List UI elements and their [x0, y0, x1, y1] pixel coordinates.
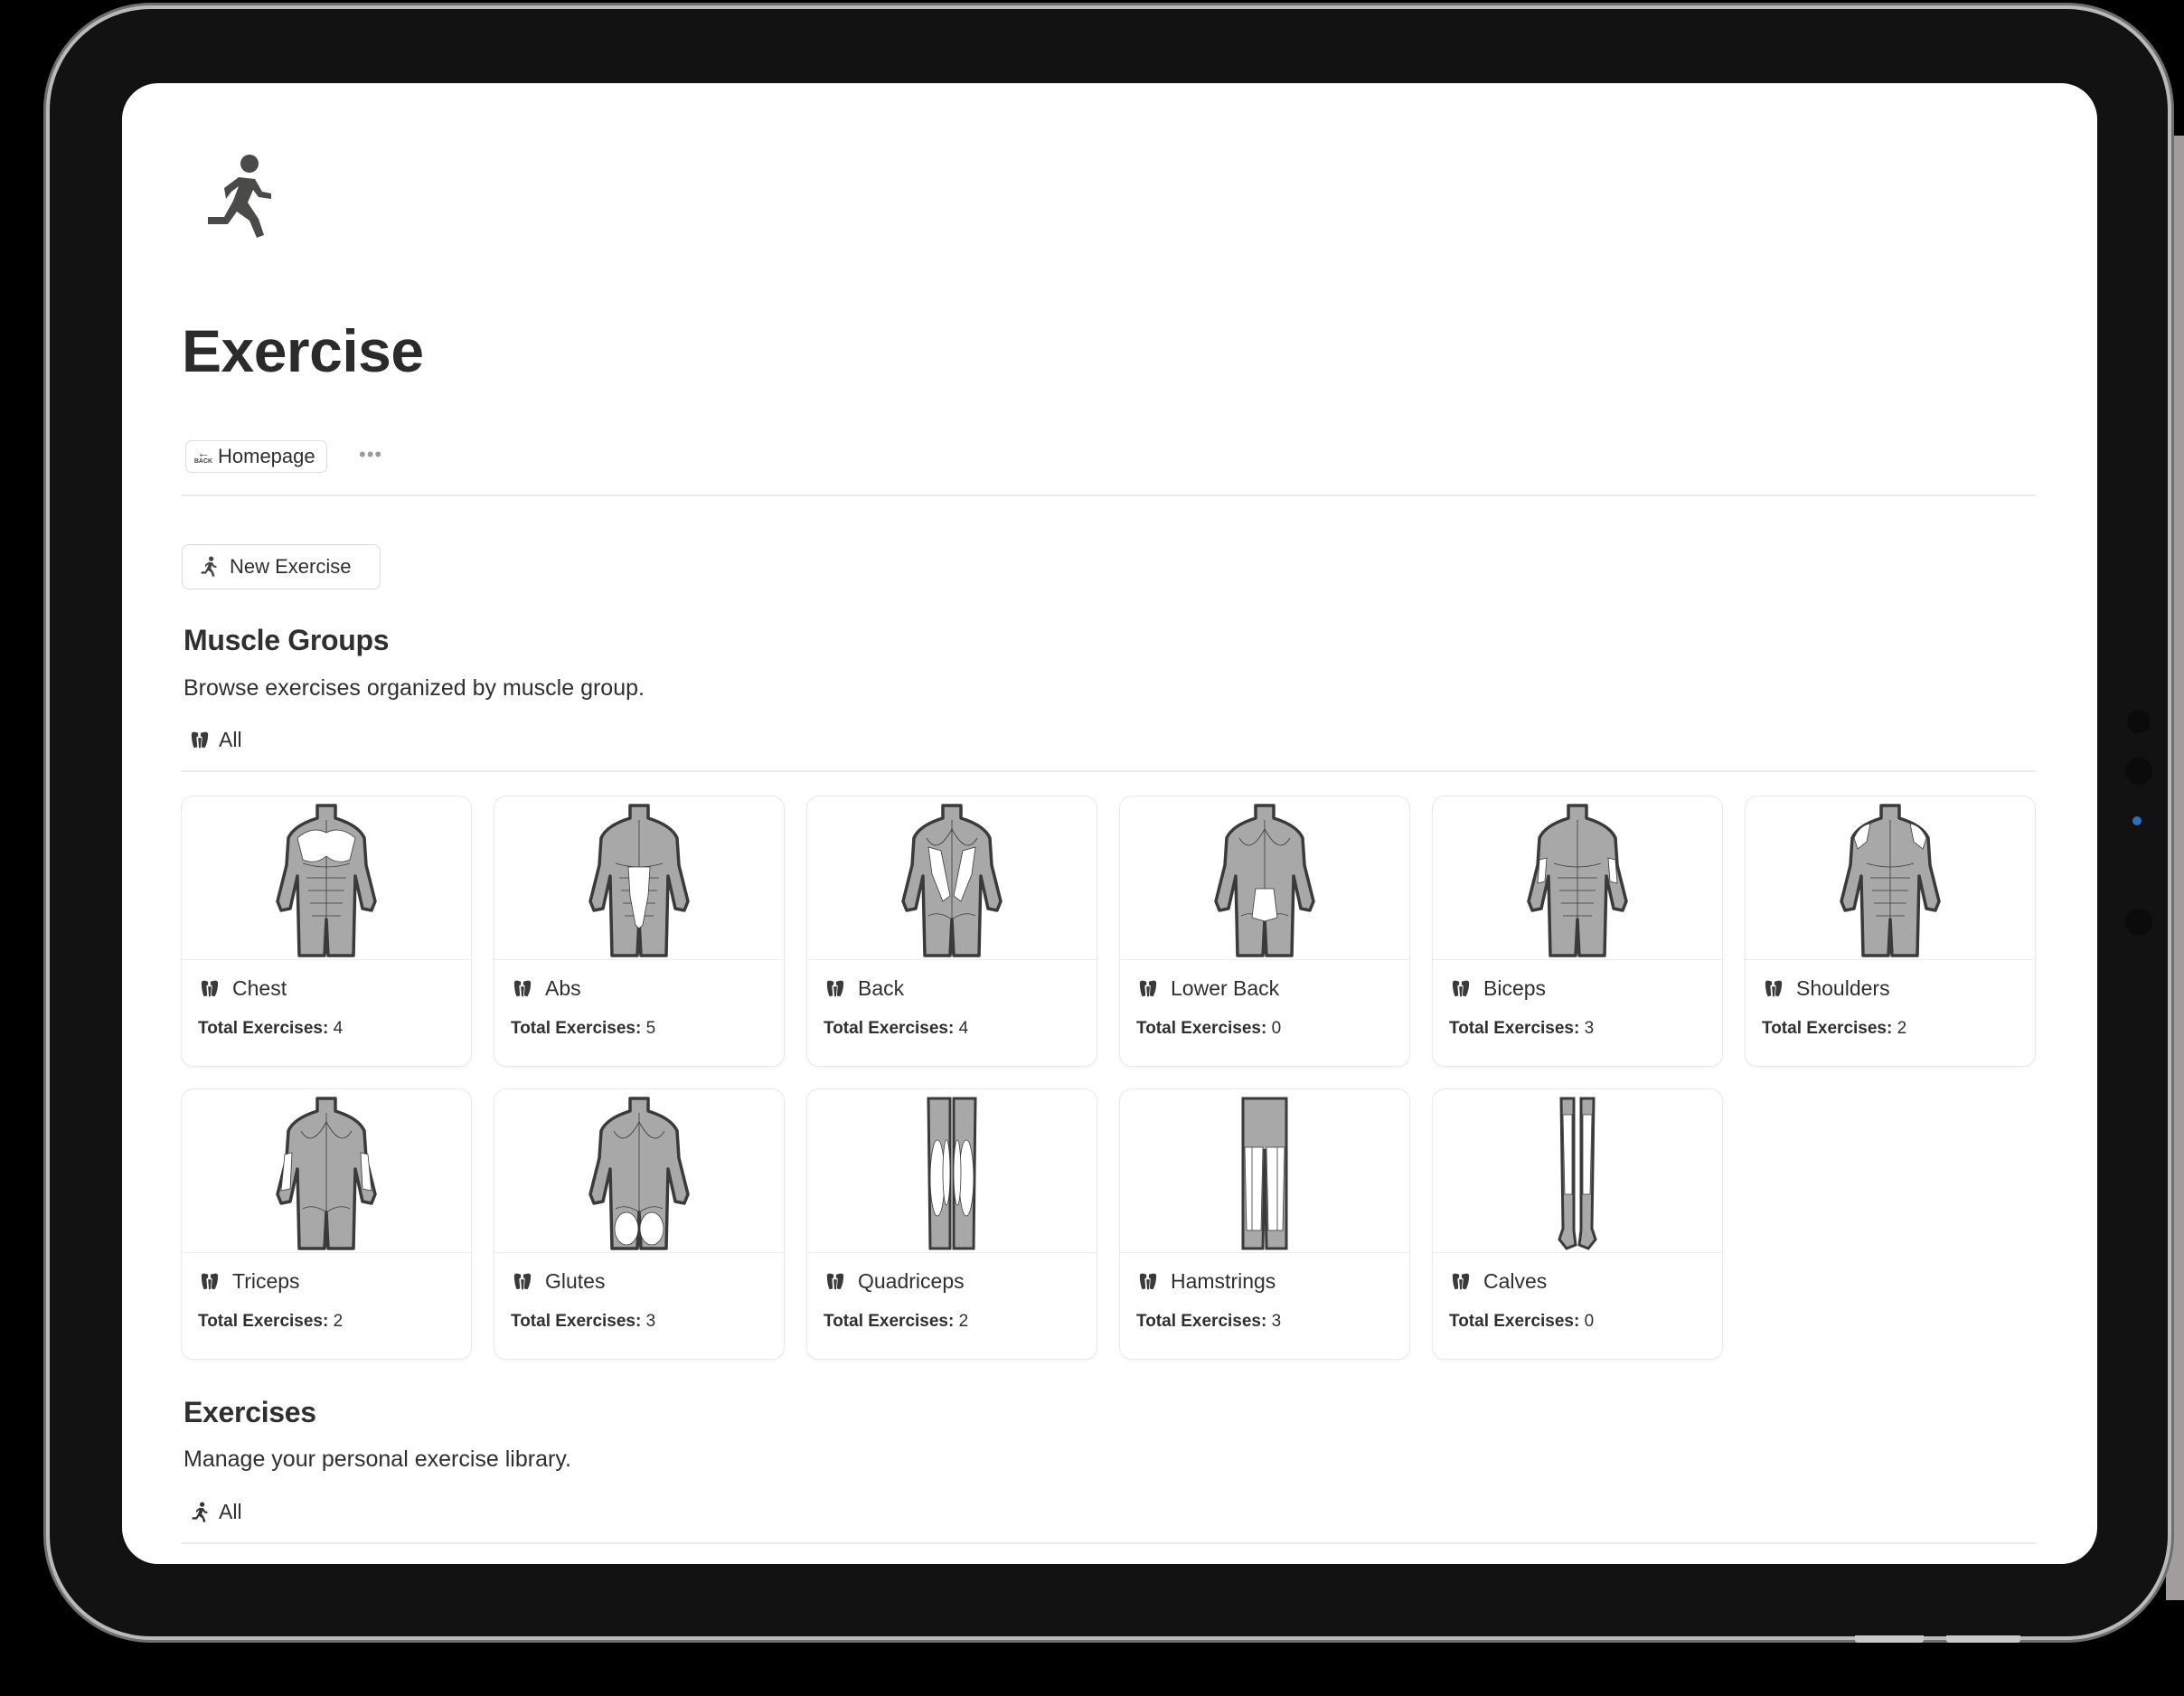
- muscle-icon: [1138, 979, 1158, 999]
- muscle-group-name: Calves: [1483, 1269, 1548, 1293]
- muscle-group-name: Hamstrings: [1171, 1269, 1276, 1293]
- muscle-icon: [190, 730, 210, 750]
- camera-sensor: [2125, 909, 2152, 936]
- page-title: Exercise: [182, 317, 424, 384]
- muscle-diagram: [807, 796, 1097, 960]
- muscle-group-name: Shoulders: [1796, 976, 1890, 1000]
- camera-sensor: [2127, 710, 2151, 733]
- exercise-count: Total Exercises: 0: [1136, 1019, 1282, 1038]
- muscle-diagram: [182, 1089, 471, 1253]
- muscle-diagram: [1120, 796, 1409, 960]
- runner-icon: [190, 1502, 210, 1523]
- muscle-group-name: Triceps: [232, 1269, 300, 1293]
- muscle-diagram: [1746, 796, 2035, 960]
- muscle-group-name: Chest: [232, 976, 287, 1000]
- muscle-group-name: Back: [858, 976, 905, 1000]
- exercise-count: Total Exercises: 4: [824, 1019, 969, 1038]
- muscle-diagram: [1433, 1089, 1722, 1253]
- muscle-icon: [513, 979, 532, 999]
- muscle-icon: [1451, 1272, 1471, 1292]
- header-divider: [181, 495, 2036, 496]
- camera-indicator: [2132, 816, 2142, 825]
- muscle-groups-heading: Muscle Groups: [184, 624, 390, 656]
- muscle-group-name: Biceps: [1483, 976, 1547, 1000]
- muscle-group-card-triceps[interactable]: [181, 1088, 472, 1360]
- exercise-count: Total Exercises: 2: [198, 1312, 344, 1331]
- muscle-groups-view-tab-all[interactable]: [190, 728, 242, 752]
- muscle-group-card-glutes[interactable]: [494, 1088, 785, 1360]
- exercises-divider: [181, 1542, 2036, 1544]
- muscle-diagram: [807, 1089, 1097, 1253]
- muscle-diagram: [182, 796, 471, 960]
- exercises-description: Manage your personal exercise library.: [184, 1446, 571, 1472]
- muscle-icon: [1138, 1272, 1158, 1292]
- muscle-icon: [825, 1272, 845, 1292]
- exercise-count: Total Exercises: 3: [511, 1312, 656, 1331]
- muscle-group-name: Lower Back: [1171, 976, 1280, 1000]
- muscle-icon: [200, 1272, 220, 1292]
- volume-button: [1946, 1635, 2020, 1643]
- exercises-heading: Exercises: [184, 1396, 316, 1428]
- homepage-button[interactable]: [185, 440, 327, 473]
- muscle-group-card-lower-back[interactable]: [1119, 796, 1410, 1067]
- exercise-count: Total Exercises: 3: [1136, 1312, 1282, 1331]
- muscle-group-card-hamstrings[interactable]: [1119, 1088, 1410, 1360]
- muscle-diagram: [494, 796, 784, 960]
- muscle-diagram: [1433, 796, 1722, 960]
- new-exercise-button[interactable]: [182, 544, 381, 589]
- muscle-groups-description: Browse exercises organized by muscle group.: [184, 675, 645, 701]
- runner-icon: [199, 556, 219, 578]
- back-arrow-icon: ← BACK: [193, 445, 213, 465]
- app-screen: [122, 83, 2097, 1564]
- exercise-count: Total Exercises: 4: [198, 1019, 344, 1038]
- muscle-icon: [1764, 979, 1784, 999]
- muscle-group-card-back[interactable]: [806, 796, 1097, 1067]
- exercise-count: Total Exercises: 0: [1449, 1312, 1595, 1331]
- muscle-group-card-quadriceps[interactable]: [806, 1088, 1097, 1360]
- view-tab-label: All: [219, 1500, 242, 1523]
- camera-lens: [2125, 758, 2152, 785]
- muscle-icon: [200, 979, 220, 999]
- muscle-icon: [825, 979, 845, 999]
- muscle-group-card-calves[interactable]: [1432, 1088, 1723, 1360]
- more-options-button[interactable]: •••: [359, 443, 383, 466]
- exercises-view-tab-all[interactable]: [190, 1500, 242, 1524]
- muscle-group-card-chest[interactable]: [181, 796, 472, 1067]
- runner-icon: [199, 152, 280, 242]
- muscle-group-name: Glutes: [545, 1269, 606, 1293]
- view-tab-label: All: [219, 728, 242, 751]
- background-strip: [2166, 136, 2184, 1600]
- new-exercise-label: New Exercise: [230, 555, 352, 578]
- volume-button: [1855, 1635, 1924, 1643]
- muscle-group-name: Abs: [545, 976, 581, 1000]
- muscle-icon: [1451, 979, 1471, 999]
- exercise-count: Total Exercises: 2: [824, 1312, 969, 1331]
- muscle-group-card-abs[interactable]: [494, 796, 785, 1067]
- muscle-diagram: [494, 1089, 784, 1253]
- muscle-groups-divider: [181, 770, 2036, 772]
- muscle-group-gallery: [181, 796, 2036, 1360]
- exercise-count: Total Exercises: 2: [1762, 1019, 1907, 1038]
- muscle-diagram: [1120, 1089, 1409, 1253]
- homepage-label: Homepage: [218, 445, 315, 467]
- muscle-group-card-shoulders[interactable]: [1745, 796, 2036, 1067]
- exercise-count: Total Exercises: 5: [511, 1019, 656, 1038]
- muscle-group-card-biceps[interactable]: [1432, 796, 1723, 1067]
- exercise-count: Total Exercises: 3: [1449, 1019, 1595, 1038]
- muscle-group-name: Quadriceps: [858, 1269, 965, 1293]
- muscle-icon: [513, 1272, 532, 1292]
